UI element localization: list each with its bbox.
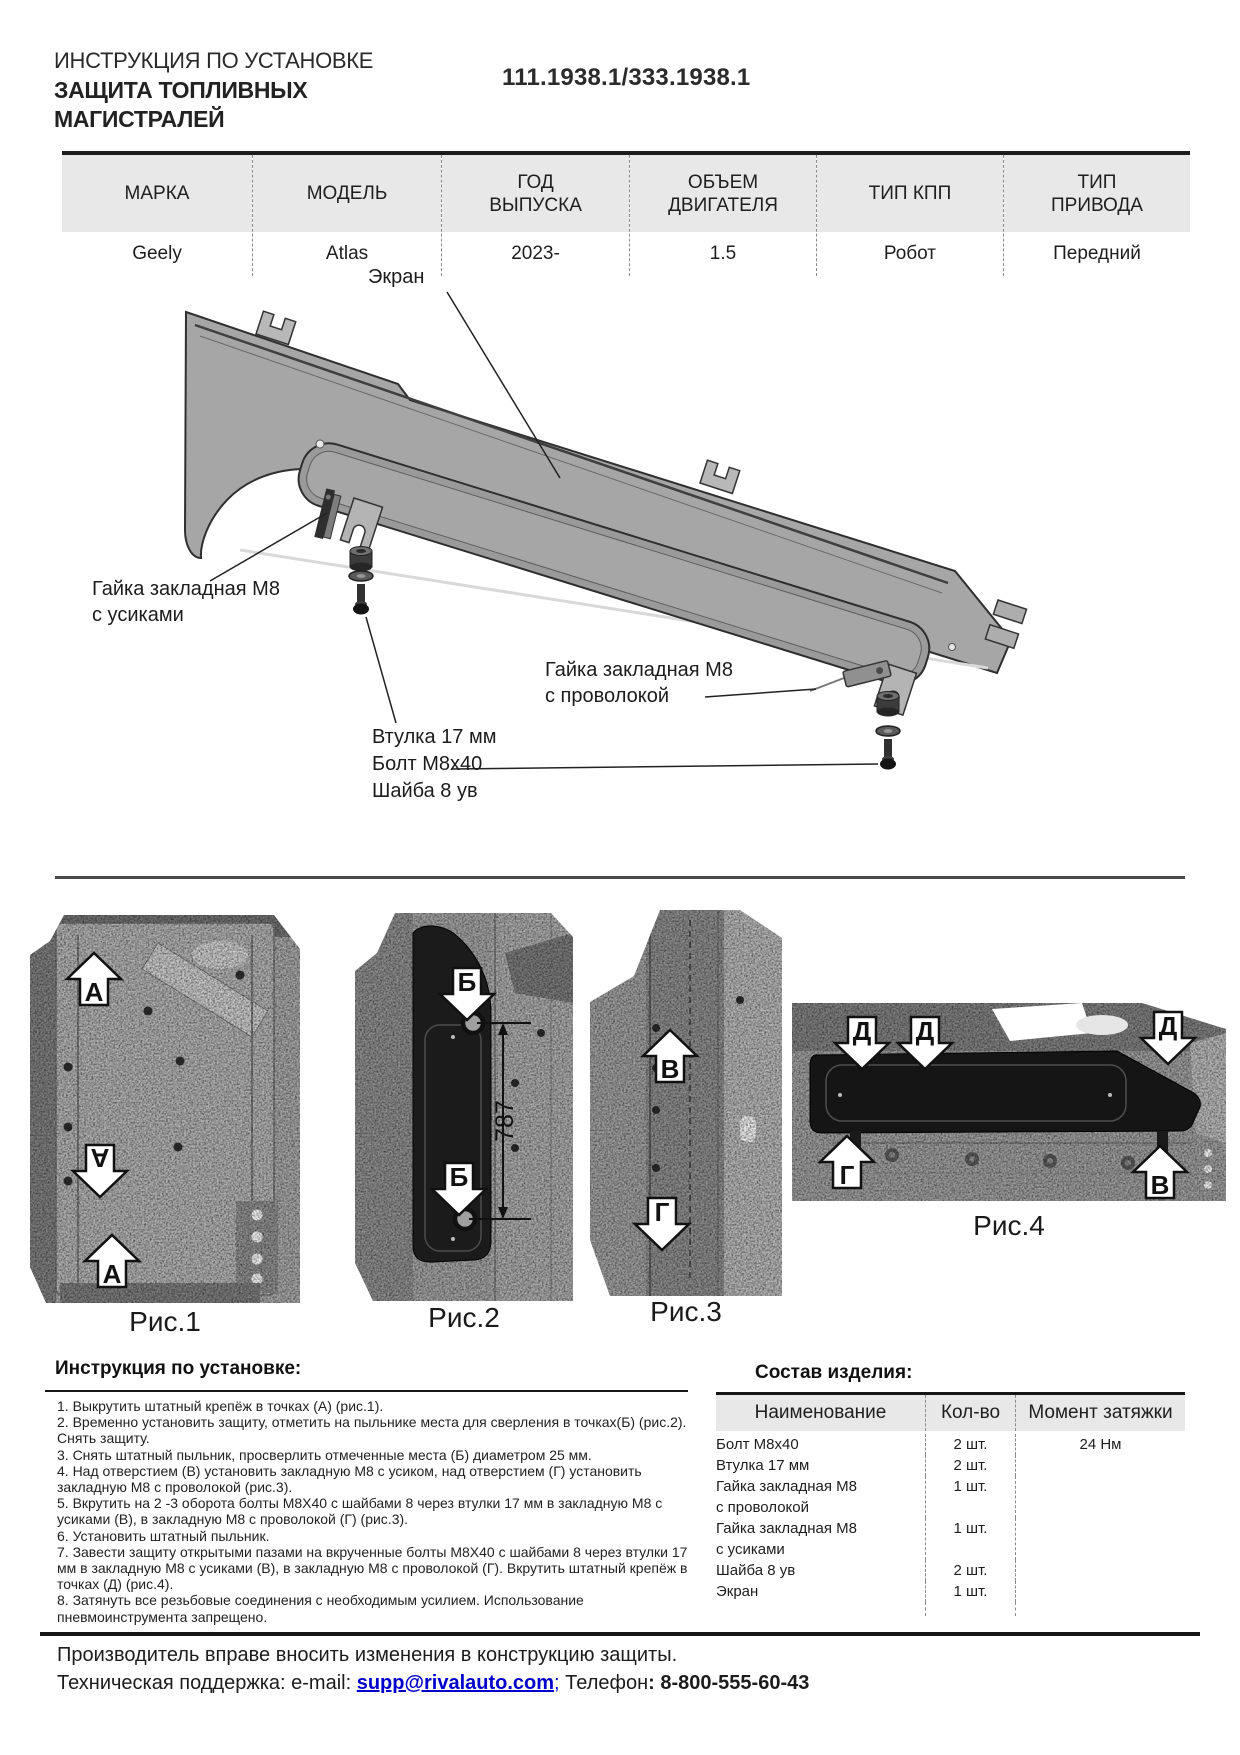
label-screen: Экран (368, 266, 425, 288)
part-name: Гайка закладная М8 с проволокой (716, 1476, 926, 1518)
parts-col-name: Наименование (716, 1395, 926, 1431)
part-qty: 2 шт. (926, 1434, 1016, 1455)
svg-text:Г: Г (839, 1160, 855, 1190)
label-bolt: Болт М8х40 (372, 753, 483, 775)
label-nut-wire (545, 657, 733, 709)
svg-text:В: В (660, 1054, 680, 1084)
parts-table-body (716, 1434, 1185, 1616)
part-torque (1016, 1581, 1185, 1602)
svg-text:А: А (90, 1143, 110, 1173)
instruction-step: 6. Установить штатный пыльник. (57, 1527, 270, 1544)
label-nut-tabs-line2: с усиками (92, 604, 184, 626)
section-divider (55, 876, 1185, 879)
figure-2-photo (355, 913, 573, 1301)
instruction-step: 2. Временно установить защиту, отметить на пыльнике места для сверления в точках(Б) (рис.2). Снять защиту. (57, 1414, 687, 1447)
cell-model: Atlas (325, 243, 369, 264)
figure-4-caption: Рис.4 (973, 1210, 1045, 1241)
label-fasteners (372, 724, 496, 805)
figure-4-photo (792, 1003, 1226, 1201)
part-qty: 1 шт. (926, 1581, 1016, 1602)
dimension-value: 787 (491, 1100, 519, 1142)
cell-engine: 1.5 (709, 243, 737, 264)
phone-number: : 8-800-555-60-43 (648, 1672, 810, 1694)
part-name: Болт М8х40 (716, 1434, 926, 1455)
part-name: Экран (716, 1581, 926, 1602)
instructions-list (57, 1398, 689, 1625)
part-number: 111.1938.1/333.1938.1 (502, 64, 751, 91)
part-name: Втулка 17 мм (716, 1455, 926, 1476)
shield-plate (185, 311, 1027, 715)
label-nut-tabs (92, 576, 280, 628)
label-nut-wire-line2: с проволокой (545, 685, 670, 707)
svg-text:Б: Б (457, 967, 477, 997)
column-header-marka: МАРКА (62, 155, 252, 232)
plate-hole (316, 440, 324, 448)
svg-text:А: А (102, 1259, 122, 1289)
email-separator: ; (554, 1672, 560, 1694)
figure-2-caption: Рис.2 (428, 1302, 500, 1333)
instruction-step: 5. Вкрутить на 2 -3 оборота болты М8Х40 с шайбами 8 через втулки 17 мм в закладную М8 с усиками (В), в закладную М8 с проволокой (Г) (рис.3). (57, 1495, 663, 1528)
support-prefix: Техническая поддержка: e-mail: (57, 1672, 357, 1694)
cell-drive: Передний (1053, 243, 1141, 264)
product-title-line2: МАГИСТРАЛЕЙ (54, 106, 225, 132)
footer-divider (40, 1632, 1200, 1636)
svg-text:В: В (1150, 1170, 1170, 1200)
part-name: Шайба 8 ув (716, 1560, 926, 1581)
instruction-step: 8. Затянуть все резьбовые соединения с необходимым усилием. Использование пневмоинструмента запрещено. (57, 1592, 584, 1625)
doc-type: ИНСТРУКЦИЯ ПО УСТАНОВКЕ (54, 48, 374, 73)
instruction-step: 4. Над отверстием (В) установить закладную М8 с усиком, над отверстием (Г) установить закладную М8 с проволокой (рис.3). (57, 1462, 642, 1496)
parts-col-qty: Кол-во (926, 1395, 1016, 1431)
label-nut-tabs-line1: Гайка закладная М8 (92, 578, 280, 600)
svg-text:А: А (84, 977, 104, 1007)
svg-text:Д: Д (852, 1016, 872, 1046)
column-header-year: ГОД ВЫПУСКА (442, 155, 629, 232)
part-name: Гайка закладная М8 с усиками (716, 1518, 926, 1560)
column-header-engine: ОБЪЕМ ДВИГАТЕЛЯ (630, 155, 816, 232)
label-washer: Шайба 8 ув (372, 780, 478, 802)
cell-gearbox: Робот (883, 243, 937, 264)
part-qty: 2 шт. (926, 1560, 1016, 1581)
mount-tab (700, 460, 740, 493)
instructions-rule (45, 1390, 688, 1392)
product-title-line1: ЗАЩИТА ТОПЛИВНЫХ (54, 77, 308, 103)
parts-col-torque: Момент затяжки (1028, 1402, 1173, 1423)
label-nut-wire-line1: Гайка закладная М8 (545, 659, 733, 681)
phone-label: Телефон (559, 1672, 649, 1694)
footer-support-line (57, 1672, 809, 1695)
part-qty: 1 шт. (926, 1476, 1016, 1518)
svg-text:Б: Б (449, 1162, 469, 1192)
part-qty: 1 шт. (926, 1518, 1016, 1560)
svg-text:Д: Д (1158, 1011, 1178, 1041)
footer-disclaimer: Производитель вправе вносить изменения в конструкцию защиты. (57, 1644, 678, 1666)
column-header-model: МОДЕЛЬ (253, 155, 441, 232)
figure-3-caption: Рис.3 (650, 1296, 722, 1327)
part-torque (1016, 1455, 1185, 1476)
label-sleeve: Втулка 17 мм (372, 726, 497, 748)
instructions-heading: Инструкция по установке: (55, 1358, 302, 1379)
part-torque (1016, 1518, 1185, 1560)
parts-table-tail (926, 1602, 1016, 1616)
instruction-step: 3. Снять штатный пыльник, просверлить отмеченные места (Б) диаметром 25 мм. (57, 1446, 592, 1463)
part-torque: 24 Нм (1079, 1436, 1122, 1453)
part-torque (1016, 1560, 1185, 1581)
fastener-stack-right (876, 692, 900, 770)
instruction-step: 7. Завести защиту открытыми пазами на вкрученные болты М8Х40 с шайбами 8 через втулки 17 мм в закладную М8 с усиками (В), в закладную М8 с проволокой (Г). Вкрутить штатный крепёж в точках (Д) (рис.4). (57, 1543, 688, 1593)
cell-year: 2023- (511, 243, 560, 264)
cell-brand: Geely (132, 243, 182, 264)
part-qty: 2 шт. (926, 1455, 1016, 1476)
figure-3-photo (590, 910, 782, 1296)
part-torque (1016, 1476, 1185, 1518)
fastener-stack-left (349, 547, 373, 615)
support-email-link[interactable]: supp@rivalauto.com (356, 1672, 555, 1694)
parts-heading: Состав изделия: (755, 1362, 913, 1383)
svg-text:Г: Г (654, 1197, 670, 1227)
figure-1-caption: Рис.1 (129, 1306, 201, 1337)
figure-1-photo (30, 915, 300, 1303)
parts-table-tail (1016, 1602, 1185, 1616)
parts-table-tail (716, 1602, 926, 1616)
plate-hole (949, 644, 956, 651)
svg-text:Д: Д (915, 1016, 935, 1046)
column-header-drive: ТИП ПРИВОДА (1004, 155, 1190, 232)
parts-table-header (716, 1395, 1185, 1431)
column-header-gearbox: ТИП КПП (817, 155, 1003, 232)
instruction-step: 1. Выкрутить штатный крепёж в точках (А) (рис.1). (57, 1398, 384, 1414)
